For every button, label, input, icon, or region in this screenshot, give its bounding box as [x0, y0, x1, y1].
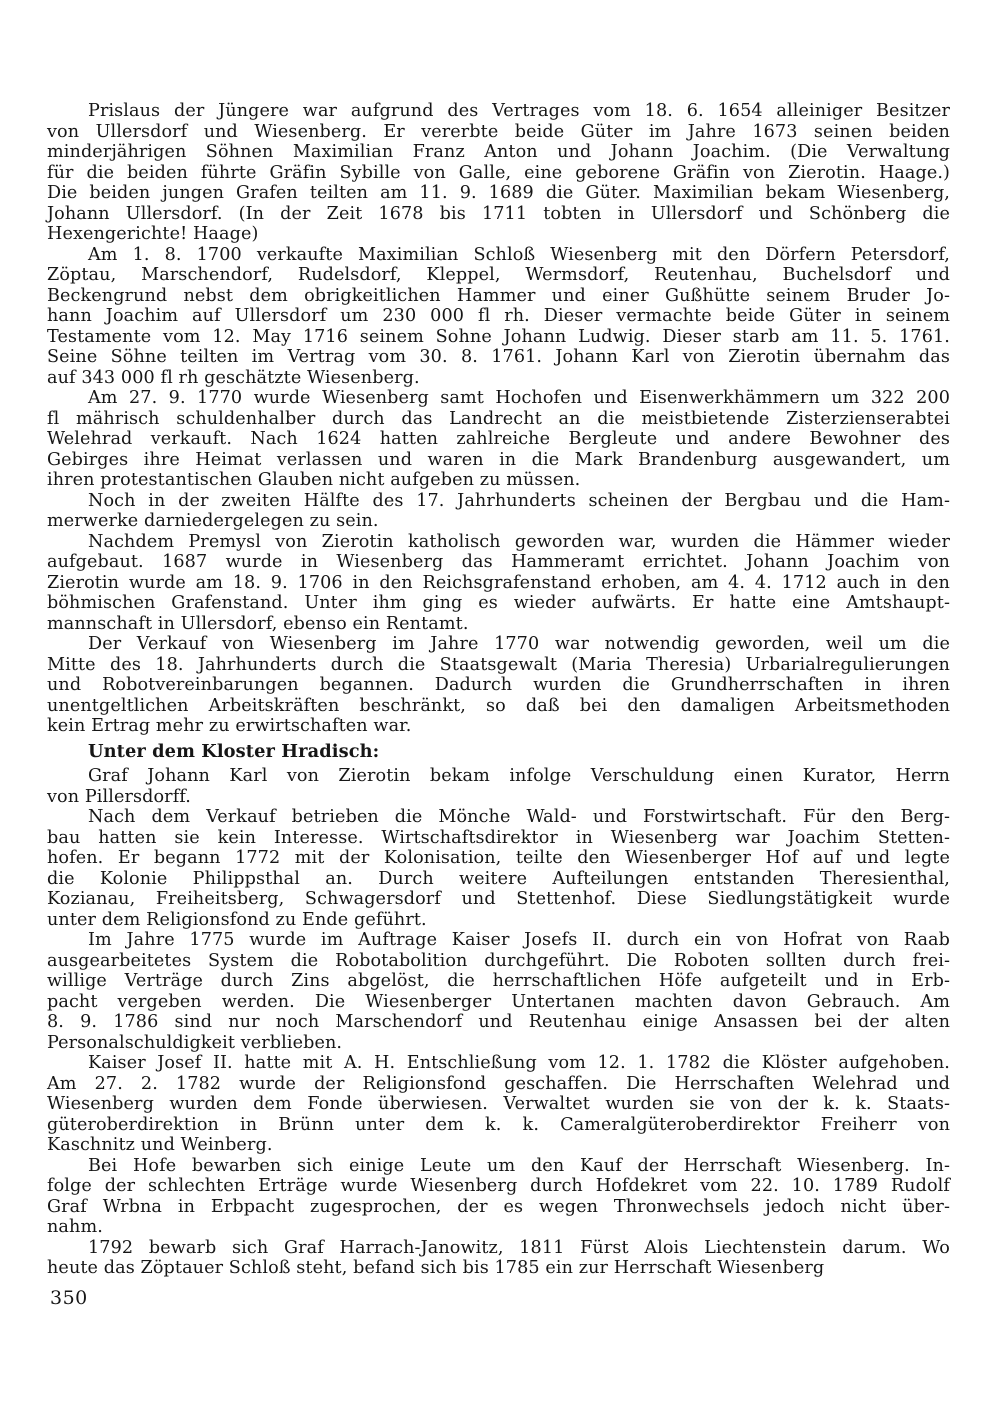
text-line: kein Ertrag mehr zu erwirtschaften war.	[47, 716, 412, 736]
text-line: unter dem Religionsfond zu Ende geführt.	[47, 909, 427, 930]
text-line: für die beiden führte Gräfin Sybille von Galle, eine geborene Gräfin von Zierotin. Haage.)	[47, 162, 950, 183]
text-line: Noch in der zweiten Hälfte des 17. Jahrhunderts scheinen der Bergbau und die Ham-	[88, 490, 950, 511]
text-line: Am 27. 9. 1770 wurde Wiesenberg samt Hochofen und Eisenwerkhämmern um 322 200	[88, 388, 950, 408]
text-line: Graf Johann Karl von Zierotin bekam infolge Verschuldung einen Kurator, Herrn	[88, 766, 950, 786]
text-line: die Kolonie Philippsthal an. Durch weitere Aufteilungen entstanden Theresienthal,	[47, 868, 950, 889]
text-line: willige Verträge durch Zins abgelöst, die herrschaftlichen Höfe aufgeteilt und in Erb-	[47, 971, 950, 991]
text-line: Mitte des 18. Jahrhunderts durch die Staatsgewalt (Maria Theresia) Urbarialregulierungen	[47, 654, 950, 675]
paragraph	[47, 532, 950, 635]
text-line: Johann Ullersdorf. (In der Zeit 1678 bis 1711 tobten in Ullersdorf und Schönberg die	[47, 203, 950, 224]
paragraph	[47, 1238, 950, 1279]
text-line: Der Verkauf von Wiesenberg im Jahre 1770 war notwendig geworden, weil um die	[88, 634, 950, 654]
text-line: bau hatten sie kein Interesse. Wirtschaftsdirektor in Wiesenberg war Joachim Stetten-	[47, 827, 950, 848]
text-line: ausgearbeitetes System die Robotabolition durchgeführt. Die Roboten sollten durch frei-	[47, 950, 950, 971]
text-line: folge der schlechten Erträge wurde Wiesenberg durch Hofdekret vom 22. 10. 1789 Rudolf	[47, 1176, 950, 1196]
paragraph	[47, 930, 950, 1053]
text-line: böhmischen Grafenstand. Unter ihm ging es wieder aufwärts. Er hatte eine Amtshaupt-	[47, 593, 950, 613]
text-line: Beckengrund nebst dem obrigkeitlichen Hammer und einer Gußhütte seinem Bruder Jo-	[47, 285, 950, 306]
text-line: minderjährigen Söhnen Maximilian Franz Anton und Johann Joachim. (Die Verwaltung	[47, 142, 950, 162]
text-line: Die beiden jungen Grafen teilten am 11. 9. 1689 die Güter. Maximilian bekam Wiesenberg,	[47, 183, 950, 203]
text-line: Kozianau, Freiheitsberg, Schwagersdorf und Stettenhof. Diese Siedlungstätigkeit wurde	[47, 889, 950, 909]
text-line: nahm.	[47, 1217, 103, 1237]
paragraph	[47, 634, 950, 737]
text-line: auf 343 000 fl rh geschätzte Wiesenberg.	[47, 367, 420, 388]
text-line: Zöptau, Marschendorf, Rudelsdorf, Kleppel, Wermsdorf, Reutenhau, Buchelsdorf und	[47, 265, 950, 285]
text-line: Testamente vom 12. May 1716 seinem Sohne Johann Ludwig. Dieser starb am 11. 5. 1761.	[47, 326, 950, 347]
paragraph	[47, 1156, 950, 1238]
text-line: Am 1. 8. 1700 verkaufte Maximilian Schloß Wiesenberg mit den Dörfern Petersdorf,	[88, 244, 950, 265]
text-line: Kaiser Josef II. hatte mit A. H. Entschließung vom 12. 1. 1782 die Klöster aufgehoben.	[88, 1053, 950, 1073]
text-line: unentgeltlichen Arbeitskräften beschränkt, so daß bei den damaligen Arbeitsmethoden	[47, 695, 950, 716]
text-line: Zierotin wurde am 18. 9. 1706 in den Reichsgrafenstand erhoben, am 4. 4. 1712 auch in den	[47, 572, 950, 593]
text-line: Gebirges ihre Heimat verlassen und waren in die Mark Brandenburg ausgewandert, um	[47, 449, 950, 470]
text-line: heute das Zöptauer Schloß steht, befand sich bis 1785 ein zur Herrschaft Wiesenberg	[47, 1258, 825, 1278]
paragraph	[47, 766, 950, 807]
text-line: Graf Wrbna in Erbpacht zugesprochen, der es wegen Thronwechsels jedoch nicht über-	[47, 1196, 950, 1217]
text-line: hann Joachim auf Ullersdorf um 230 000 fl rh. Dieser vermachte beide Güter in seinem	[47, 306, 950, 326]
text-line: güteroberdirektion in Brünn unter dem k. k. Cameralgüteroberdirektor Freiherr von	[47, 1114, 950, 1135]
text-line: 1792 bewarb sich Graf Harrach-Janowitz, 1811 Fürst Alois Liechtenstein darum. Wo	[88, 1237, 950, 1258]
text-line: von Pillersdorff.	[47, 786, 191, 807]
text-block	[47, 101, 950, 1279]
text-line: Bei Hofe bewarben sich einige Leute um den Kauf der Herrschaft Wiesenberg. In-	[88, 1155, 950, 1176]
text-line: Hexengerichte! Haage)	[47, 224, 259, 244]
text-line: hofen. Er begann 1772 mit der Kolonisation, teilte den Wiesenberger Hof auf und legte	[47, 848, 950, 868]
text-line: merwerke darniedergelegen zu sein.	[47, 511, 379, 531]
text-line: fl mährisch schuldenhalber durch das Landrecht an die meistbietende Zisterzienserabtei	[47, 408, 950, 429]
page-number: 350	[50, 1287, 88, 1309]
text-line: Personalschuldigkeit verblieben.	[47, 1032, 343, 1053]
paragraph	[47, 101, 950, 245]
text-line: Nach dem Verkauf betrieben die Mönche Wald- und Forstwirtschaft. Für den Berg-	[88, 807, 950, 827]
text-line: Welehrad verkauft. Nach 1624 hatten zahlreiche Bergleute und andere Bewohner des	[47, 429, 950, 449]
text-line: pacht vergeben werden. Die Wiesenberger Untertanen machten davon Gebrauch. Am	[47, 991, 950, 1012]
text-line: Seine Söhne teilten im Vertrag vom 30. 8. 1761. Johann Karl von Zierotin übernahm das	[47, 347, 950, 367]
text-line: Prislaus der Jüngere war aufgrund des Vertrages vom 18. 6. 1654 alleiniger Besitzer	[88, 101, 950, 121]
paragraph	[47, 388, 950, 491]
section-heading: Unter dem Kloster Hradisch:	[88, 740, 380, 762]
text-line: und Robotvereinbarungen begannen. Dadurch wurden die Grundherrschaften in ihren	[47, 675, 950, 695]
text-line: von Ullersdorf und Wiesenberg. Er vererbte beide Güter im Jahre 1673 seinen beiden	[47, 121, 950, 142]
text-line: mannschaft in Ullersdorf, ebenso ein Rentamt.	[47, 613, 469, 634]
paragraph	[47, 1053, 950, 1156]
paragraph	[47, 807, 950, 930]
text-line: Nachdem Premysl von Zierotin katholisch geworden war, wurden die Hämmer wieder	[88, 531, 950, 552]
text-line: 8. 9. 1786 sind nur noch Marschendorf und Reutenhau einige Ansassen bei der alten	[47, 1012, 950, 1032]
text-line: Im Jahre 1775 wurde im Auftrage Kaiser Josefs II. durch ein von Hofrat von Raab	[88, 930, 950, 950]
text-line: Kaschnitz und Weinberg.	[47, 1135, 273, 1155]
paragraph	[47, 245, 950, 389]
text-line: Wiesenberg wurden dem Fonde überwiesen. Verwaltet wurden sie von der k. k. Staats-	[47, 1094, 950, 1114]
text-line: aufgebaut. 1687 wurde in Wiesenberg das Hammeramt errichtet. Johann Joachim von	[47, 552, 950, 572]
text-line: ihren protestantischen Glauben nicht aufgeben zu müssen.	[47, 470, 581, 490]
text-line: Am 27. 2. 1782 wurde der Religionsfond geschaffen. Die Herrschaften Welehrad und	[47, 1073, 950, 1094]
paragraph	[47, 491, 950, 532]
